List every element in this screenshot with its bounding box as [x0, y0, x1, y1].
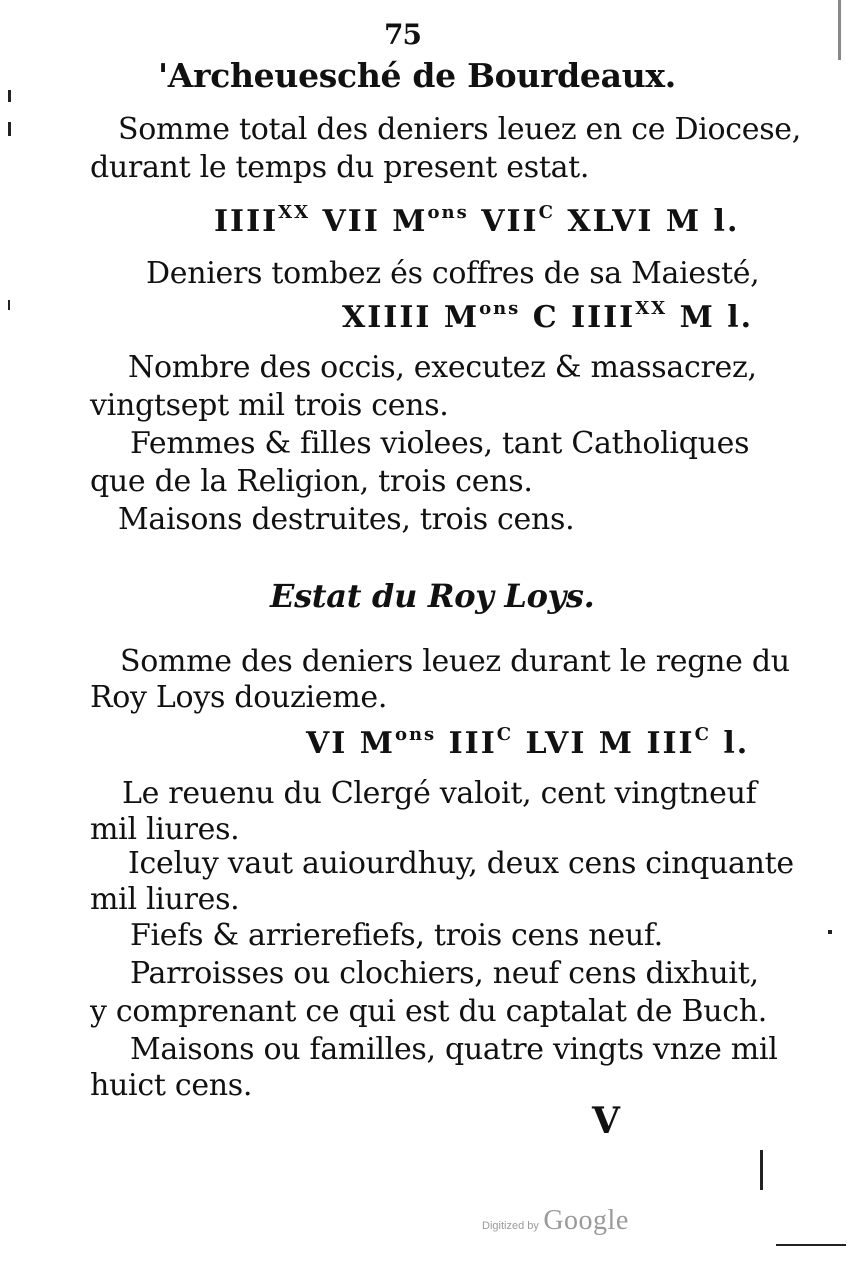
- text-line: y comprenant ce qui est du captalat de Buch.: [90, 994, 767, 1029]
- text-line: Maisons ou familles, quatre vingts vnze mil: [130, 1032, 778, 1067]
- text-line: que de la Religion, trois cens.: [90, 464, 533, 499]
- section-heading-roy-loys: Estat du Roy Loys.: [270, 577, 595, 615]
- google-logo: Google: [543, 1205, 629, 1236]
- text-line: Somme total des deniers leuez en ce Diocese,: [118, 112, 801, 147]
- text-line: mil liures.: [90, 882, 240, 917]
- text-line: Maisons destruites, trois cens.: [118, 502, 575, 537]
- text-line: Iceluy vaut auiourdhuy, deux cens cinquante: [128, 846, 794, 881]
- signature-mark: V: [592, 1100, 620, 1142]
- text-line: Roy Loys douzieme.: [90, 680, 388, 715]
- sum-line: VI $M^{ons}$ $III^C$ LVI M $III^C$ l.: [306, 724, 750, 761]
- text-line: Femmes & filles violees, tant Catholiques: [130, 426, 750, 461]
- text-line: Somme des deniers leuez durant le regne du: [120, 644, 790, 679]
- scan-mark: [776, 1244, 846, 1246]
- text-line: durant le temps du present estat.: [90, 150, 590, 185]
- sum-line: XIIII $M^{ons}$ C $IIII^{XX}$ M l.: [342, 298, 754, 335]
- text-line: Le reuenu du Clergé valoit, cent vingtneuf: [122, 776, 757, 811]
- text-line: huict cens.: [90, 1068, 253, 1103]
- text-line: Deniers tombez és coffres de sa Maiesté,: [146, 256, 760, 291]
- scan-mark: [828, 930, 832, 934]
- text-line: Nombre des occis, executez & massacrez,: [128, 350, 757, 385]
- section-heading-bourdeaux: 'Archeuesché de Bourdeaux.: [158, 56, 676, 95]
- scan-mark: [8, 90, 11, 102]
- text-line: Parroisses ou clochiers, neuf cens dixhuit,: [130, 956, 759, 991]
- text-line: Fiefs & arrierefiefs, trois cens neuf.: [130, 918, 663, 953]
- page-number: 75: [384, 18, 421, 51]
- scan-mark: [760, 1150, 763, 1190]
- watermark-prefix: Digitized by: [482, 1220, 539, 1232]
- digitized-by-watermark: [482, 1205, 629, 1237]
- scan-mark: [838, 0, 841, 60]
- sum-line: $IIII^{XX}$ VII $M^{ons}$ $VII^C$ XLVI M l.: [214, 202, 740, 239]
- text-line: vingtsept mil trois cens.: [90, 388, 449, 423]
- scan-mark: [8, 300, 10, 310]
- text-line: mil liures.: [90, 812, 240, 847]
- scan-mark: [8, 122, 11, 136]
